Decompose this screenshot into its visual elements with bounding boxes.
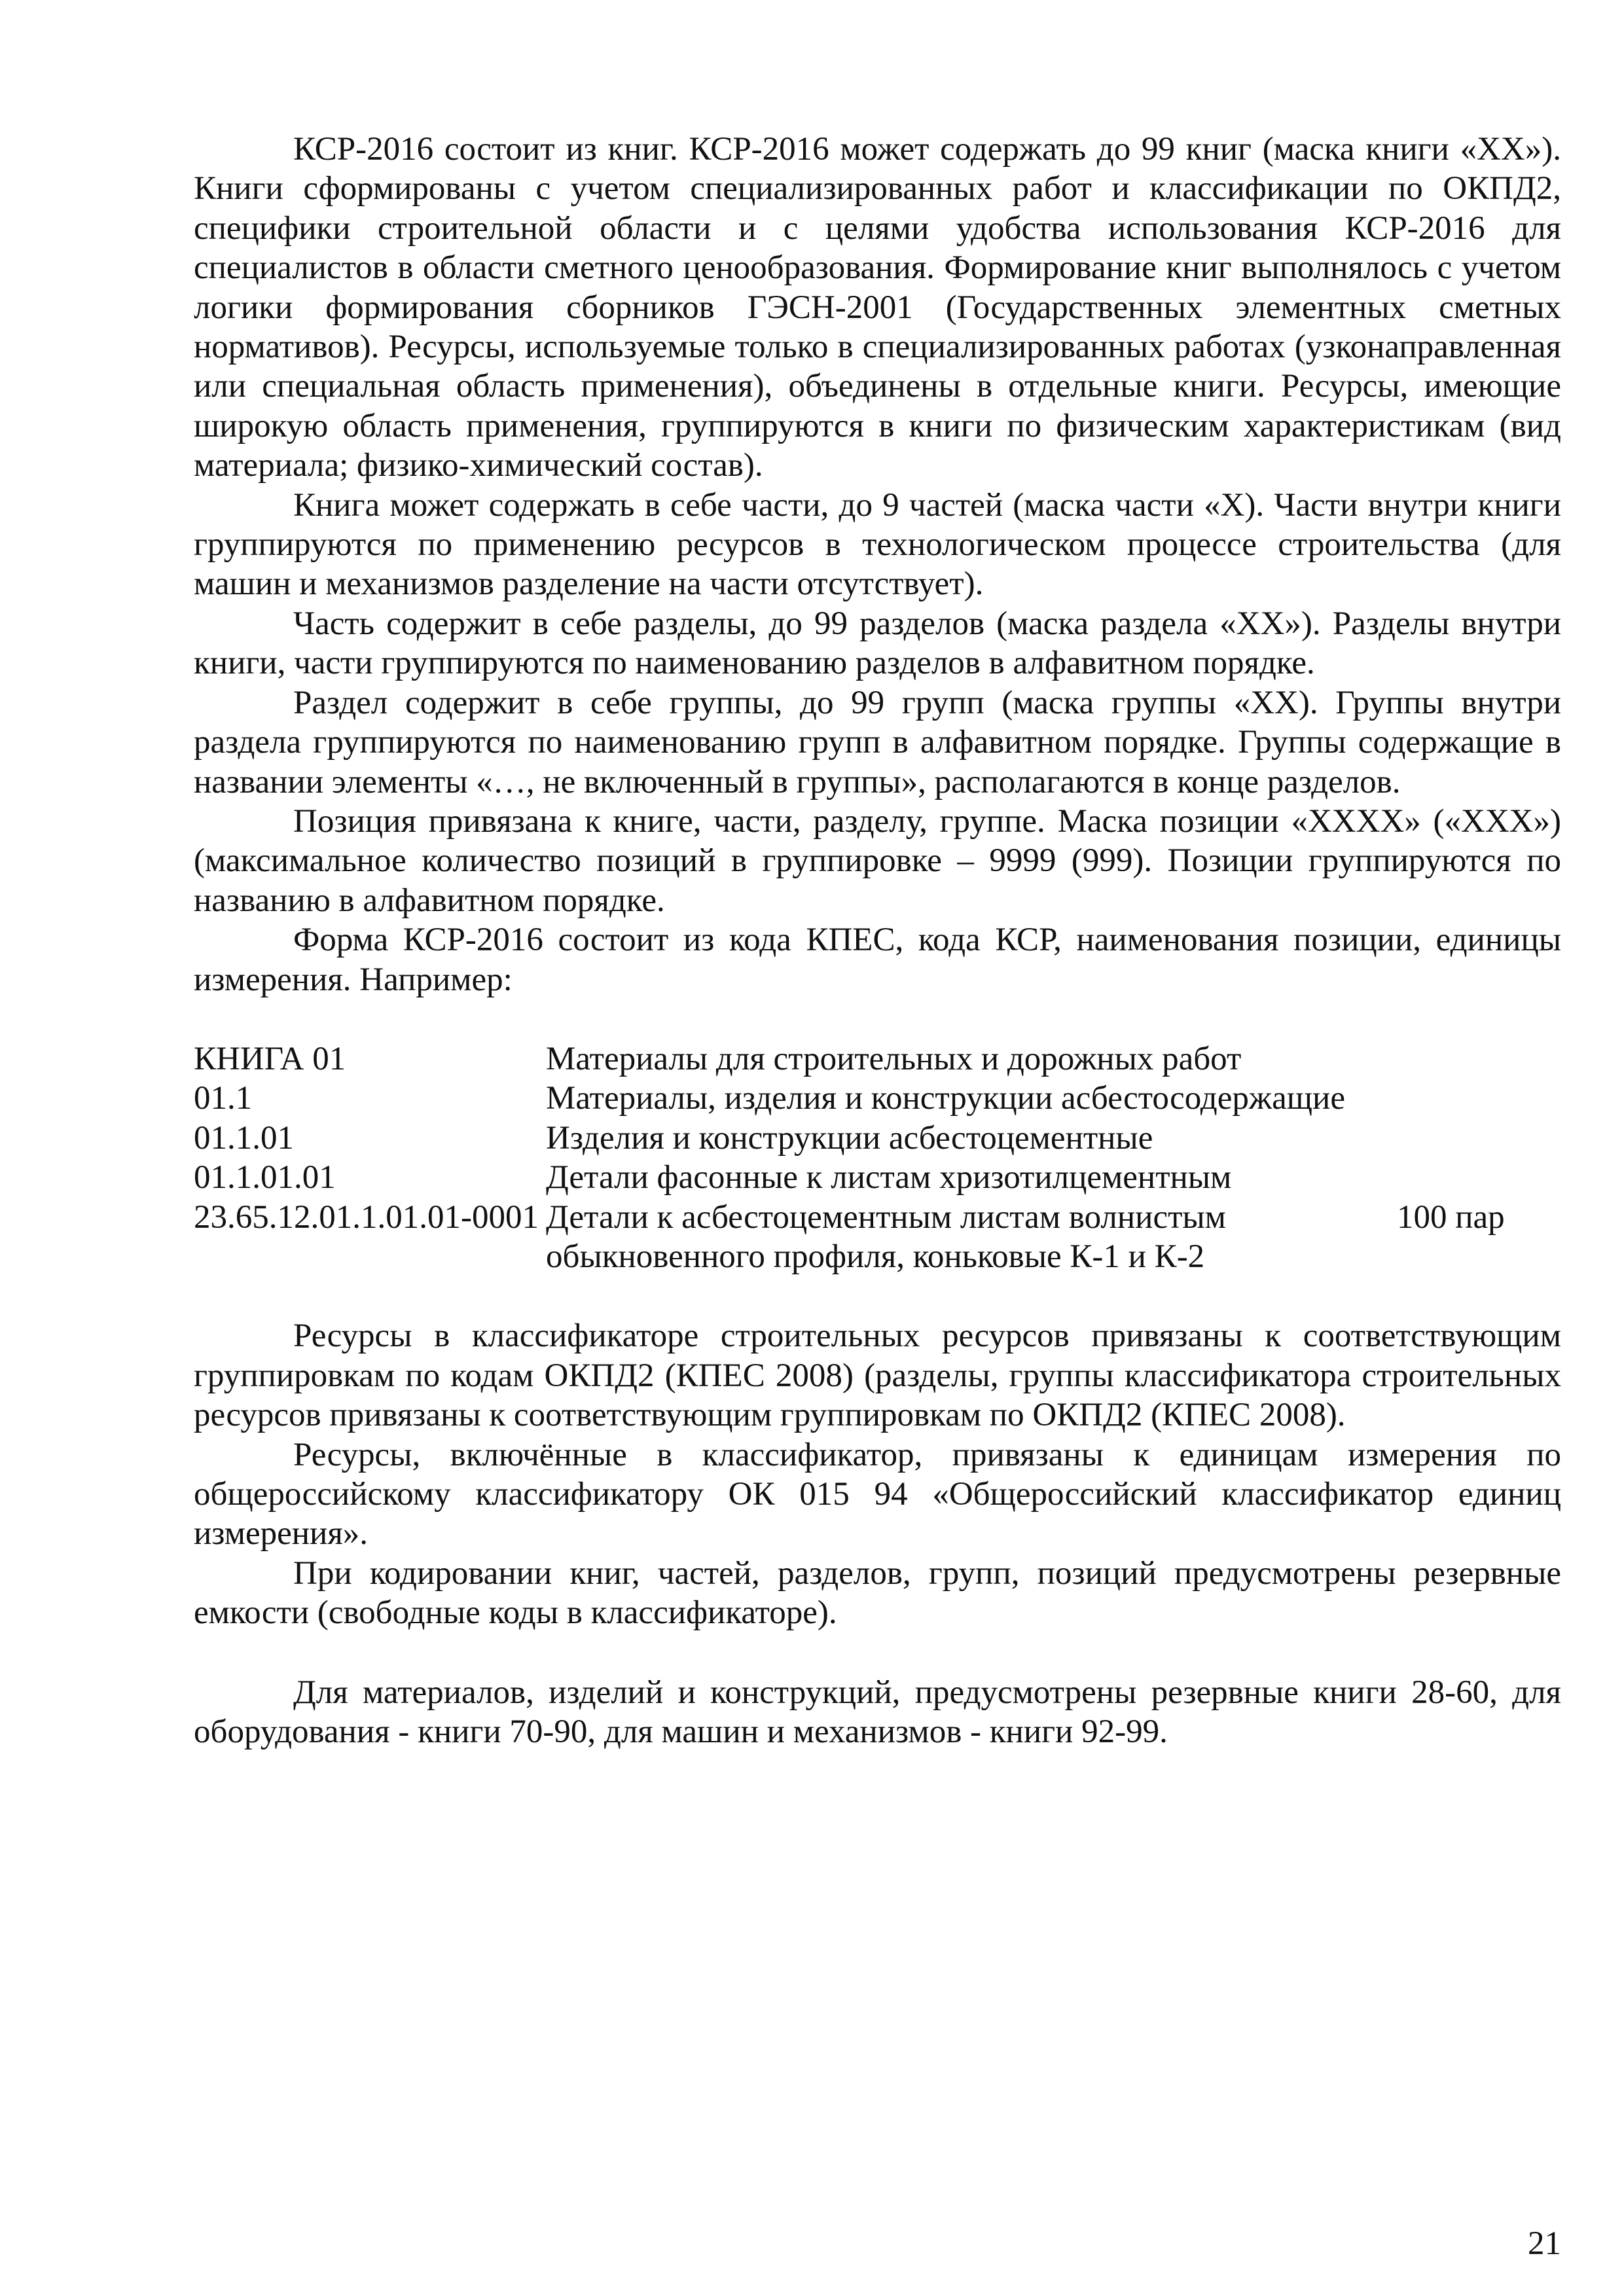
example-table	[194, 1039, 1561, 1276]
spacer	[194, 1633, 1561, 1673]
spacer	[194, 999, 1561, 1039]
row-unit	[1397, 1119, 1561, 1158]
paragraph-units-binding: Ресурсы, включённые в классификатор, привязаны к единицам измерения по общероссийскому классификатору ОК 015 94 «Общероссийский классификатор единиц измерения».	[194, 1436, 1561, 1552]
row-unit	[1397, 1158, 1561, 1197]
table-row	[194, 1039, 1561, 1079]
spacer	[194, 1276, 1561, 1316]
row-name: Изделия и конструкции асбестоцементные	[546, 1119, 1153, 1157]
table-row	[194, 1079, 1561, 1118]
page-number: 21	[1528, 2225, 1561, 2262]
table-row	[194, 1158, 1561, 1197]
paragraph-book-structure: КСР-2016 состоит из книг. КСР-2016 может содержать до 99 книг (маска книги «XX»). Книги сформированы с учетом специализированных работ и классификации по ОКПД2, специфики строительной области и с целями удобства использования КСР-2016 для специалистов в области сметного ценообразования. Формирование книг выполнялось с учетом логики формирования сборников ГЭСН-2001 (Государственных элементных сметных нормативов). Ресурсы, используемые только в специализированных работах (узконаправленная или специальная область применения), объединены в отдельные книги. Ресурсы, имеющие широкую область применения, группируются в книги по физическим характеристикам (вид материала; физико-химический состав).	[194, 131, 1561, 484]
paragraph-position-mask: Позиция привязана к книге, части, разделу, группе. Маска позиции «XXXX» («XXX») (максимальное количество позиций в группировке – 9999 (999). Позиции группируются по названию в алфавитном порядке.	[194, 802, 1561, 919]
row-code: 01.1.01	[194, 1119, 294, 1157]
row-name: Детали фасонные к листам хризотилцементным	[546, 1159, 1232, 1196]
row-unit	[1397, 1039, 1561, 1079]
paragraph-form-example-intro: Форма КСР-2016 состоит из кода КПЕС, кода КСР, наименования позиции, единицы измерения. Например:	[194, 922, 1561, 998]
row-unit: 100 пар	[1397, 1198, 1505, 1236]
paragraph-book-parts: Книга может содержать в себе части, до 9 частей (маска части «X). Части внутри книги группируются по применению ресурсов в технологическом процессе строительства (для машин и механизмов разделение на части отсутствует).	[194, 486, 1561, 603]
row-code: 01.1	[194, 1080, 253, 1117]
row-name: Материалы для строительных и дорожных работ	[546, 1040, 1242, 1077]
row-name: Детали к асбестоцементным листам волнистым обыкновенного профиля, коньковые К-1 и К-2	[546, 1198, 1226, 1275]
paragraph-section-groups: Раздел содержит в себе группы, до 99 групп (маска группы «XX). Группы внутри раздела группируются по наименованию групп в алфавитном порядке. Группы содержащие в названии элементы «…, не включенный в группы», располагаются в конце разделов.	[194, 684, 1561, 800]
page-content	[194, 130, 1561, 1751]
row-unit	[1397, 1079, 1561, 1118]
paragraph-reserve-capacity: При кодировании книг, частей, разделов, групп, позиций предусмотрены резервные емкости (свободные коды в классификаторе).	[194, 1554, 1561, 1632]
row-code: КНИГА 01	[194, 1040, 346, 1077]
row-code: 01.1.01.01	[194, 1159, 336, 1196]
paragraph-okpd2-binding: Ресурсы в классификаторе строительных ресурсов привязаны к соответствующим группировкам по кодам ОКПД2 (КПЕС 2008) (разделы, группы классификатора строительных ресурсов привязаны к соответствующим группировкам по ОКПД2 (КПЕС 2008).	[194, 1318, 1561, 1434]
row-code: 23.65.12.01.1.01.01-0001	[194, 1198, 539, 1236]
paragraph-reserve-books: Для материалов, изделий и конструкций, предусмотрены резервные книги 28-60, для оборудования - книги 70-90, для машин и механизмов - книги 92-99.	[194, 1674, 1561, 1751]
paragraph-part-sections: Часть содержит в себе разделы, до 99 разделов (маска раздела «XX»). Разделы внутри книги, части группируются по наименованию разделов в алфавитном порядке.	[194, 605, 1561, 682]
table-row	[194, 1119, 1561, 1158]
table-row	[194, 1198, 1561, 1277]
row-name: Материалы, изделия и конструкции асбестосодержащие	[546, 1080, 1345, 1117]
